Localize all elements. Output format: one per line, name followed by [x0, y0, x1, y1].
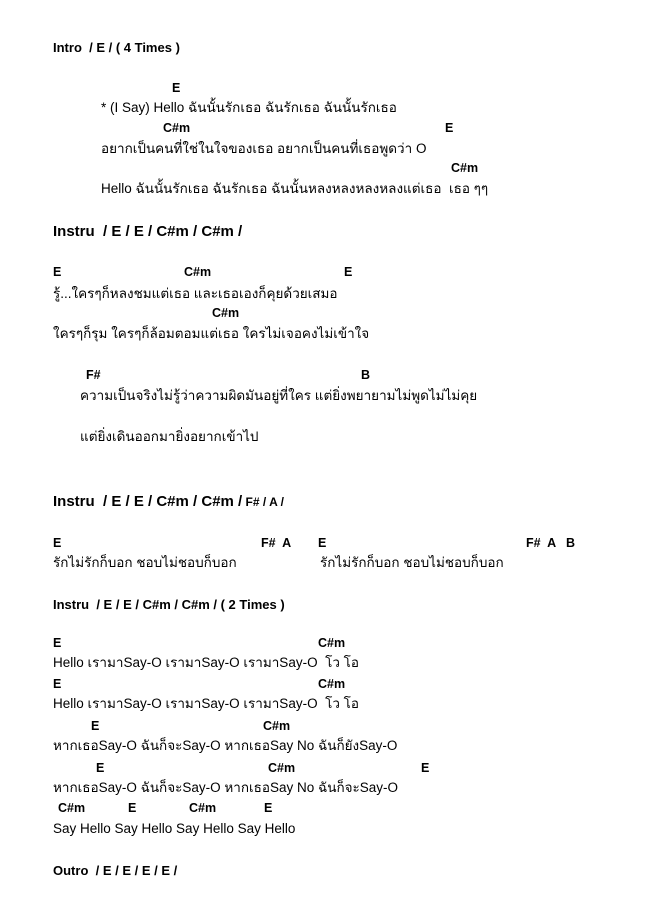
instru-header: Instru / E / E / C#m / C#m / ( 2 Times )	[53, 597, 285, 612]
chord: C#m	[212, 306, 240, 320]
chord: C#m	[268, 761, 296, 775]
chord: E	[445, 121, 454, 135]
lyric-line: Say Hello Say Hello Say Hello Say Hello	[53, 821, 296, 836]
lyric-line: Hello เรามาSay-O เรามาSay-O เรามาSay-O โว โอ	[53, 655, 360, 670]
lyric-line: ความเป็นจริงไม่รู้ว่าความผิดมันอยู่ที่ใคร แต่ยิ่งพยายามไม่พูดไม่ไม่คุย	[80, 388, 478, 403]
chord: E	[96, 761, 105, 775]
chord: E	[91, 719, 100, 733]
lyric-line: * (I Say) Hello ฉันนั้นรักเธอ ฉันรักเธอ ฉันนั้นรักเธอ	[101, 100, 397, 115]
chord: E	[128, 801, 137, 815]
chord: F#	[86, 368, 101, 382]
chord: E	[53, 677, 62, 691]
chord: E	[53, 265, 62, 279]
chord: C#m	[58, 801, 86, 815]
instru-header	[53, 494, 284, 509]
intro-header: Intro / E / ( 4 Times )	[53, 40, 180, 55]
lyric-line: Hello ฉันนั้นรักเธอ ฉันรักเธอ ฉันนั้นหลงหลงหลงหลงแต่เธอ เธอ ๆๆ	[101, 181, 489, 196]
chord: C#m	[163, 121, 191, 135]
chord: C#m	[318, 636, 346, 650]
chord: E	[421, 761, 430, 775]
lyric-line: ใครๆก็รุม ใครๆก็ล้อมตอมแต่เธอ ใครไม่เจอคงไม่เข้าใจ	[53, 326, 370, 341]
chord: F# A B	[526, 536, 576, 550]
chord: B	[361, 368, 371, 382]
instru-header: Instru / E / E / C#m / C#m /	[53, 223, 243, 240]
lyric-line: รักไม่รักก็บอก ชอบไม่ชอบก็บอก	[320, 555, 504, 570]
lyric-line: แต่ยิ่งเดินออกมายิ่งอยากเข้าไป	[80, 429, 259, 444]
chord: E	[53, 536, 62, 550]
chord: F# A	[261, 536, 292, 550]
lyric-line: หากเธอSay-O ฉันก็จะSay-O หากเธอSay No ฉันก็จะSay-O	[53, 780, 399, 795]
chord: C#m	[263, 719, 291, 733]
lyric-line: รู้...ใครๆก็หลงชมแต่เธอ และเธอเองก็คุยด้วยเสมอ	[53, 286, 338, 301]
lyric-line: รักไม่รักก็บอก ชอบไม่ชอบก็บอก	[53, 555, 237, 570]
chord: C#m	[189, 801, 217, 815]
chord: E	[172, 81, 181, 95]
lyric-line: Hello เรามาSay-O เรามาSay-O เรามาSay-O โว โอ	[53, 696, 360, 711]
chord: C#m	[318, 677, 346, 691]
lyric-line: อยากเป็นคนที่ใช่ในใจของเธอ อยากเป็นคนที่เธอพูดว่า O	[101, 141, 427, 156]
outro-header: Outro / E / E / E / E /	[53, 863, 178, 878]
chord: C#m	[451, 161, 479, 175]
instru-header-tail: F# / A /	[242, 495, 285, 509]
chord: E	[264, 801, 273, 815]
instru-header-main: Instru / E / E / C#m / C#m /	[53, 493, 243, 510]
chord: E	[53, 636, 62, 650]
chord: C#m	[184, 265, 212, 279]
chord: E	[344, 265, 353, 279]
chord: E	[318, 536, 327, 550]
lyric-line: หากเธอSay-O ฉันก็จะSay-O หากเธอSay No ฉันก็ยังSay-O	[53, 738, 398, 753]
